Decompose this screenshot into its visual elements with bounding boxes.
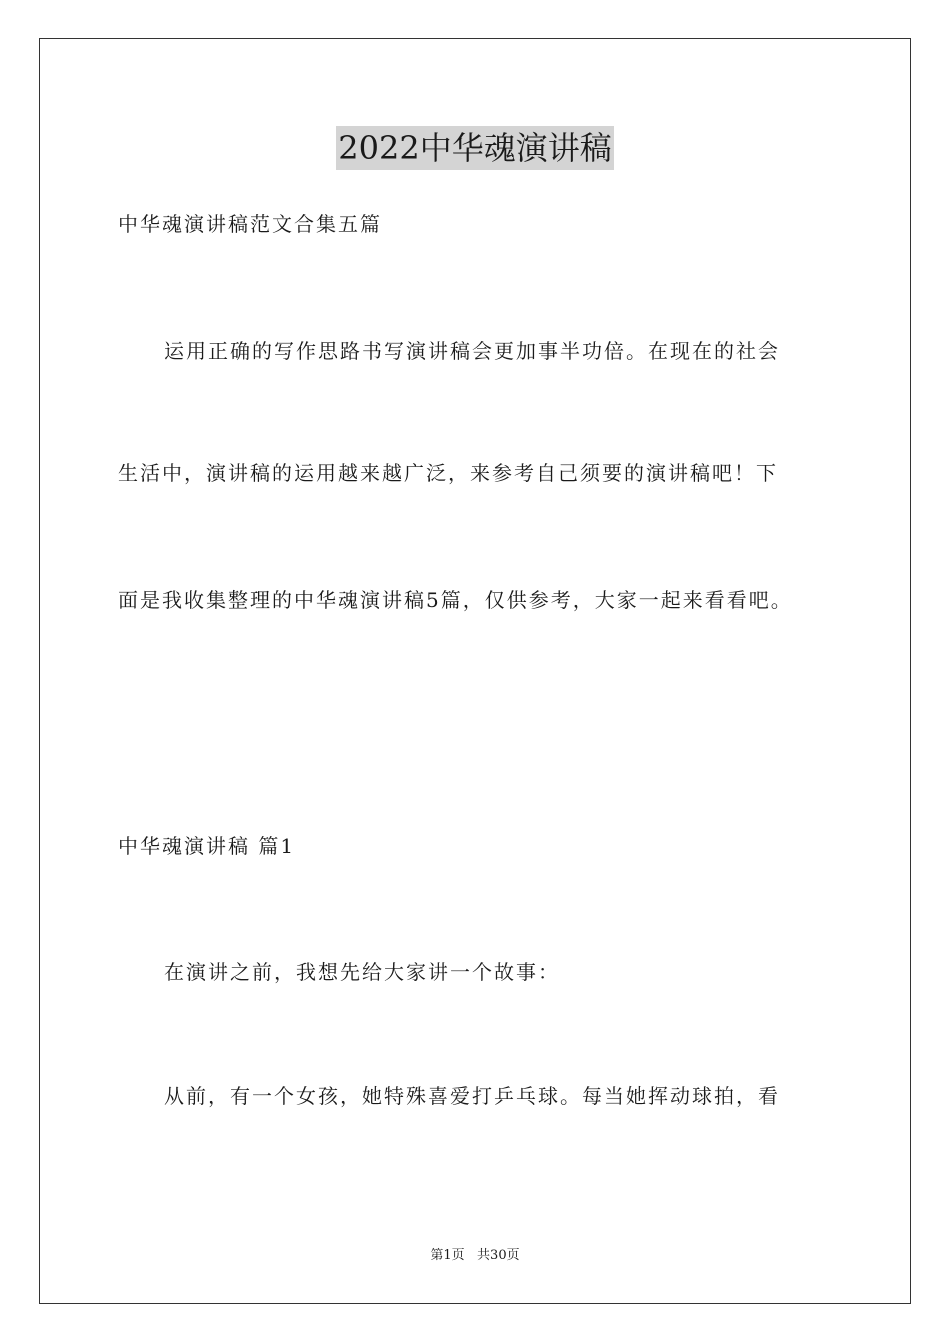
document-title: 2022中华魂演讲稿: [336, 126, 613, 170]
intro-line-3: 面是我收集整理的中华魂演讲稿5篇，仅供参考，大家一起来看看吧。: [118, 588, 793, 612]
body-line-2: 从前，有一个女孩，她特殊喜爱打乒乓球。每当她挥动球拍，看: [164, 1084, 780, 1108]
document-subtitle: 中华魂演讲稿范文合集五篇: [118, 212, 382, 236]
intro-line-1: 运用正确的写作思路书写演讲稿会更加事半功倍。在现在的社会: [164, 339, 780, 363]
body-line-1: 在演讲之前，我想先给大家讲一个故事：: [164, 960, 560, 984]
page-footer: 第1页 共30页: [430, 1248, 520, 1263]
intro-line-2: 生活中，演讲稿的运用越来越广泛，来参考自己须要的演讲稿吧！下: [118, 461, 778, 485]
section-heading: 中华魂演讲稿 篇1: [118, 834, 296, 858]
document-title-wrap: [0, 126, 950, 170]
